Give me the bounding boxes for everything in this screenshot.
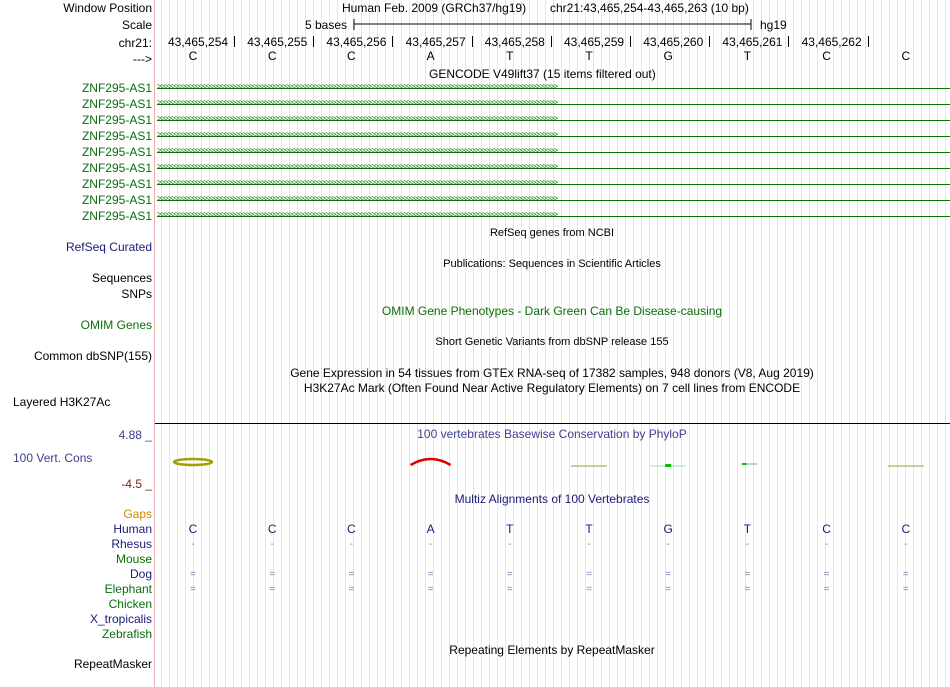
reference-base: T — [743, 49, 752, 63]
sequences-track-label[interactable]: Sequences — [91, 271, 152, 285]
gencode-gene-label[interactable]: ZNF295-AS1 — [81, 129, 152, 143]
conservation-mark-red — [411, 459, 451, 465]
conservation-track-title: 100 vertebrates Basewise Conservation by PhyloP — [417, 427, 687, 441]
conservation-mark-green-dot — [742, 463, 746, 465]
alignment-base: = — [902, 584, 909, 595]
transcript-strand-arrows: >>>>>>>>>>>>>>>>>>>>>>>>>>>>>>>>>>>>>>>>>>>>>>>>>>>>>>>>>>>>>>>>>>>>>>>>>>>>>>>>>>>>>>>>>>>>>>>>>>>>>>>>>>>>>>>> — [157, 82, 558, 91]
reference-base: C — [267, 49, 277, 63]
species-label: Elephant — [104, 582, 152, 596]
coordinate-tick — [630, 36, 631, 47]
sequences-track-title: Publications: Sequences in Scientific Articles — [443, 258, 661, 270]
repeatmasker-track-title: Repeating Elements by RepeatMasker — [449, 643, 655, 657]
h3k27ac-track-title: H3K27Ac Mark (Often Found Near Active Regulatory Elements) on 7 cell lines from ENCODE — [303, 381, 801, 395]
transcript-strand-arrows: >>>>>>>>>>>>>>>>>>>>>>>>>>>>>>>>>>>>>>>>>>>>>>>>>>>>>>>>>>>>>>>>>>>>>>>>>>>>>>>>>>>>>>>>>>>>>>>>>>>>>>>>>>>>>>>> — [157, 114, 558, 123]
alignment-base: A — [426, 522, 435, 536]
species-label: X_tropicalis — [89, 612, 152, 626]
scale-label: Scale — [121, 18, 152, 32]
scale-bar — [353, 18, 753, 32]
alignment-base: T — [743, 522, 752, 536]
species-label: Chicken — [108, 597, 152, 611]
coordinate-tick — [392, 36, 393, 47]
multiz-track-title: Multiz Alignments of 100 Vertebrates — [454, 492, 650, 506]
conservation-baseline — [155, 423, 950, 424]
gaps-label: Gaps — [123, 507, 152, 521]
scale-bases-label: 5 bases — [305, 18, 348, 32]
reference-base: A — [426, 49, 435, 63]
gencode-gene-label[interactable]: ZNF295-AS1 — [81, 113, 152, 127]
alignment-base: C — [267, 522, 277, 536]
transcript-strand-arrows: >>>>>>>>>>>>>>>>>>>>>>>>>>>>>>>>>>>>>>>>>>>>>>>>>>>>>>>>>>>>>>>>>>>>>>>>>>>>>>>>>>>>>>>>>>>>>>>>>>>>>>>>>>>>>>>> — [157, 178, 558, 187]
coordinate-tick — [313, 36, 314, 47]
snps-track-label[interactable]: SNPs — [121, 287, 152, 301]
alignment-base: = — [427, 569, 434, 580]
species-label: Zebrafish — [101, 627, 152, 641]
conservation-graph[interactable] — [155, 454, 950, 474]
alignment-base: = — [190, 569, 196, 580]
coordinate-label: 43,465,256 — [326, 35, 387, 49]
alignment-base: T — [506, 522, 514, 536]
alignment-base: C — [347, 522, 356, 536]
coordinate-tick — [709, 36, 710, 47]
alignment-base: C — [188, 522, 198, 536]
alignment-base: - — [666, 539, 670, 550]
coordinate-tick — [234, 36, 235, 47]
alignment-base: = — [665, 569, 672, 580]
alignment-base: = — [427, 584, 434, 595]
coordinate-tick — [472, 36, 473, 47]
transcript-strand-arrows: >>>>>>>>>>>>>>>>>>>>>>>>>>>>>>>>>>>>>>>>>>>>>>>>>>>>>>>>>>>>>>>>>>>>>>>>>>>>>>>>>>>>>>>>>>>>>>>>>>>>>>>>>>>>>>>> — [157, 146, 558, 155]
transcript-strand-arrows: >>>>>>>>>>>>>>>>>>>>>>>>>>>>>>>>>>>>>>>>>>>>>>>>>>>>>>>>>>>>>>>>>>>>>>>>>>>>>>>>>>>>>>>>>>>>>>>>>>>>>>>>>>>>>>>> — [157, 194, 558, 203]
gencode-gene-label[interactable]: ZNF295-AS1 — [81, 145, 152, 159]
coordinate-label: 43,465,255 — [247, 35, 308, 49]
assembly-title: Human Feb. 2009 (GRCh37/hg19) — [342, 1, 527, 15]
alignment-base: = — [269, 584, 276, 595]
reference-base: C — [901, 49, 911, 63]
alignment-base: = — [744, 584, 751, 595]
conservation-track-label[interactable]: 100 Vert. Cons — [13, 451, 93, 465]
alignment-base: - — [745, 539, 750, 550]
alignment-base: = — [665, 584, 672, 595]
alignment-base: - — [824, 539, 829, 550]
reference-base: C — [822, 49, 831, 63]
reference-base: T — [506, 49, 514, 63]
coordinate-label: 43,465,260 — [643, 35, 704, 49]
alignment-base: = — [506, 584, 513, 595]
dbsnp-track-title: Short Genetic Variants from dbSNP release 155 — [435, 336, 669, 348]
gtex-track-title: Gene Expression in 54 tissues from GTEx RNA-seq of 17382 samples, 948 donors (V8, Aug 2019) — [290, 366, 814, 380]
alignment-base: = — [348, 569, 355, 580]
refseq-track-label[interactable]: RefSeq Curated — [65, 240, 152, 254]
reference-base: C — [188, 49, 198, 63]
alignment-base: = — [348, 584, 355, 595]
omim-track-label[interactable]: OMIM Genes — [80, 318, 152, 332]
track-area[interactable] — [155, 0, 950, 687]
alignment-base: = — [586, 569, 592, 580]
alignment-base: = — [506, 569, 513, 580]
strand-label: ---> — [133, 52, 152, 66]
species-label: Human — [113, 522, 152, 536]
coordinate-tick — [788, 36, 789, 47]
alignment-base: - — [428, 539, 433, 550]
alignment-base: C — [901, 522, 911, 536]
track-label-column — [0, 0, 154, 687]
alignment-base: G — [663, 522, 673, 536]
alignment-base: - — [191, 539, 195, 550]
coordinate-tick — [868, 36, 869, 47]
alignment-base: = — [823, 584, 830, 595]
transcript-strand-arrows: >>>>>>>>>>>>>>>>>>>>>>>>>>>>>>>>>>>>>>>>>>>>>>>>>>>>>>>>>>>>>>>>>>>>>>>>>>>>>>>>>>>>>>>>>>>>>>>>>>>>>>>>>>>>>>>> — [157, 130, 558, 139]
cons-min-label: -4.5 _ — [121, 477, 152, 491]
alignment-base: - — [349, 539, 354, 550]
window-position-label: Window Position — [63, 1, 152, 15]
conservation-mark-olive — [174, 459, 212, 465]
transcript-strand-arrows: >>>>>>>>>>>>>>>>>>>>>>>>>>>>>>>>>>>>>>>>>>>>>>>>>>>>>>>>>>>>>>>>>>>>>>>>>>>>>>>>>>>>>>>>>>>>>>>>>>>>>>>>>>>>>>>> — [157, 98, 558, 107]
coordinate-label: 43,465,261 — [722, 35, 783, 49]
species-label: Rhesus — [111, 537, 152, 551]
cons-max-label: 4.88 _ — [118, 428, 152, 442]
alignment-base: = — [902, 569, 909, 580]
chrom-label: chr21: — [118, 36, 152, 50]
gencode-track-title: GENCODE V49lift37 (15 items filtered out) — [429, 67, 656, 81]
gencode-gene-label[interactable]: ZNF295-AS1 — [81, 177, 152, 191]
scale-db-label: hg19 — [760, 18, 787, 32]
coordinate-label: 43,465,258 — [484, 35, 545, 49]
reference-base: C — [347, 49, 356, 63]
gencode-gene-label[interactable]: ZNF295-AS1 — [81, 161, 152, 175]
transcript-strand-arrows: >>>>>>>>>>>>>>>>>>>>>>>>>>>>>>>>>>>>>>>>>>>>>>>>>>>>>>>>>>>>>>>>>>>>>>>>>>>>>>>>>>>>>>>>>>>>>>>>>>>>>>>>>>>>>>>> — [157, 210, 558, 219]
alignment-base: = — [586, 584, 592, 595]
reference-base: G — [663, 49, 673, 63]
gencode-gene-label[interactable]: ZNF295-AS1 — [81, 193, 152, 207]
transcript-strand-arrows: >>>>>>>>>>>>>>>>>>>>>>>>>>>>>>>>>>>>>>>>>>>>>>>>>>>>>>>>>>>>>>>>>>>>>>>>>>>>>>>>>>>>>>>>>>>>>>>>>>>>>>>>>>>>>>>> — [157, 162, 558, 171]
coordinate-label: 43,465,254 — [168, 35, 229, 49]
repeatmasker-track-label[interactable]: RepeatMasker — [73, 657, 152, 671]
h3k27ac-track-label[interactable]: Layered H3K27Ac — [13, 395, 111, 409]
conservation-mark-green — [665, 464, 671, 467]
alignment-base: - — [270, 539, 274, 550]
alignment-base: = — [744, 569, 751, 580]
alignment-base: - — [587, 539, 591, 550]
reference-base: T — [585, 49, 593, 63]
omim-track-title: OMIM Gene Phenotypes - Dark Green Can Be Disease-causing — [381, 304, 723, 318]
species-label: Mouse — [115, 552, 152, 566]
alignment-base: - — [904, 539, 908, 550]
alignment-base: T — [585, 522, 593, 536]
gencode-gene-label[interactable]: ZNF295-AS1 — [81, 97, 152, 111]
alignment-base: = — [269, 569, 276, 580]
alignment-base: = — [823, 569, 830, 580]
dbsnp-track-label[interactable]: Common dbSNP(155) — [33, 349, 152, 363]
coordinate-label: 43,465,262 — [801, 35, 862, 49]
refseq-track-title: RefSeq genes from NCBI — [489, 227, 615, 239]
coordinate-label: 43,465,257 — [405, 35, 466, 49]
coordinate-tick — [551, 36, 552, 47]
alignment-base: = — [190, 584, 196, 595]
coordinate-label: 43,465,259 — [564, 35, 625, 49]
gencode-gene-label[interactable]: ZNF295-AS1 — [81, 81, 152, 95]
position-title: chr21:43,465,254-43,465,263 (10 bp) — [550, 1, 749, 15]
alignment-base: C — [822, 522, 831, 536]
gencode-gene-label[interactable]: ZNF295-AS1 — [81, 209, 152, 223]
species-label: Dog — [129, 567, 152, 581]
alignment-base: - — [508, 539, 512, 550]
